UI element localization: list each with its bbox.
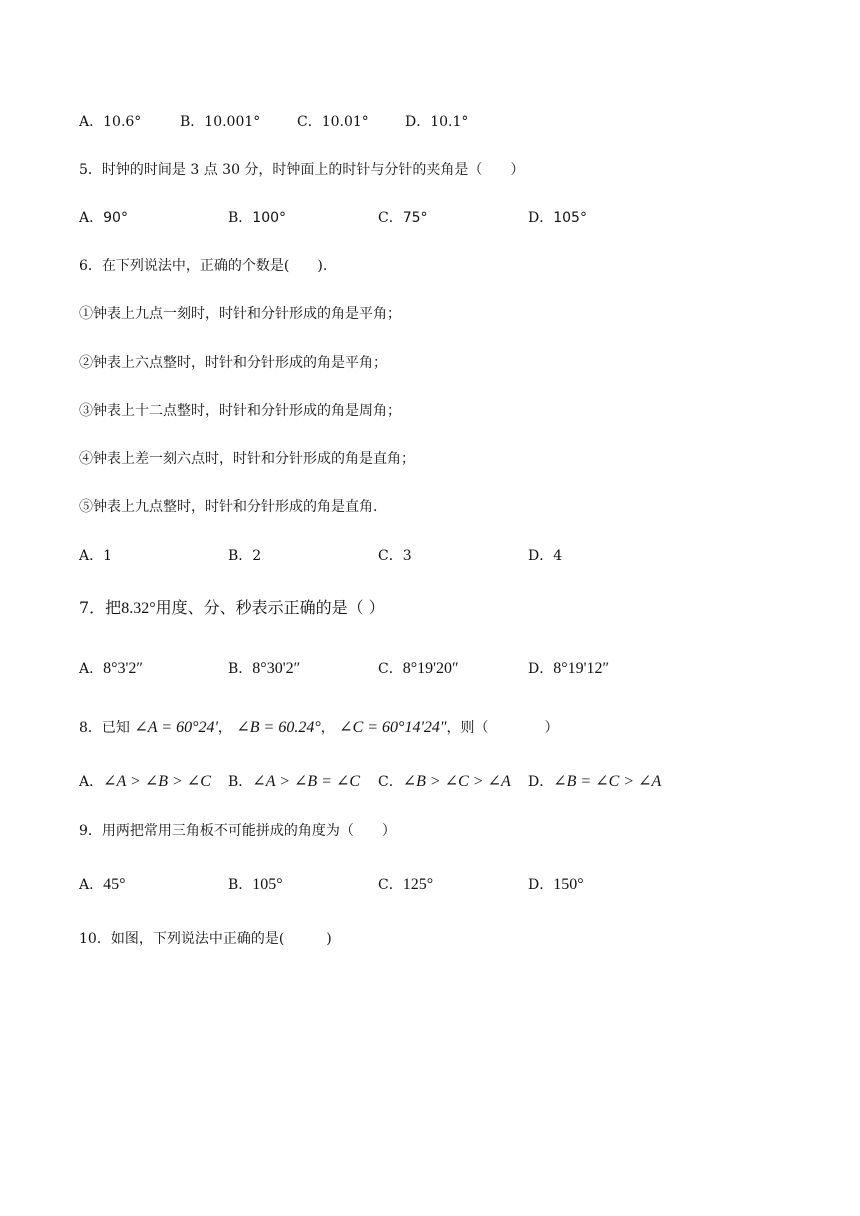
q6-statement-3: ③钟表上十二点整时，时针和分针形成的角是周角； <box>79 403 401 419</box>
q9-option-c[interactable]: C．125° <box>378 876 434 893</box>
q8-stem: 8．已知 ∠A = 60°24'， ∠B = 60.24°， ∠C = 60°14'24″，则（ ） <box>79 719 559 736</box>
q7-option-d[interactable]: D．8°19'12″ <box>528 660 610 677</box>
q8-option-a[interactable]: A．∠A > ∠B > ∠C <box>79 773 211 790</box>
q4-option-c[interactable]: C．10.01° <box>297 114 369 130</box>
q5-option-d[interactable]: D．105° <box>528 210 587 226</box>
q9-option-a[interactable]: A．45° <box>79 876 126 893</box>
q6-statement-5: ⑤钟表上九点整时，时针和分针形成的角是直角. <box>79 499 378 515</box>
q7-math-value: 8.32° <box>121 600 156 617</box>
q5-option-b[interactable]: B．100° <box>228 210 287 226</box>
q5-option-c[interactable]: C．75° <box>378 210 428 226</box>
q7-option-a[interactable]: A．8°3'2″ <box>79 660 144 677</box>
q6-option-d[interactable]: D．4 <box>528 548 563 564</box>
q6-statement-1: ①钟表上九点一刻时，时针和分针形成的角是平角； <box>79 306 401 322</box>
q4-option-b[interactable]: B．10.001° <box>180 114 261 130</box>
q4-option-d[interactable]: D．10.1° <box>405 114 469 130</box>
q6-stem: 6．在下列说法中，正确的个数是( ). <box>79 258 328 274</box>
q6-statement-4: ④钟表上差一刻六点时，时针和分针形成的角是直角； <box>79 451 415 467</box>
q8-condition-b: ∠B = 60.24° <box>236 719 321 736</box>
q7-option-b[interactable]: B．8°30'2″ <box>228 660 301 677</box>
q7-option-c[interactable]: C．8°19'20″ <box>378 660 459 677</box>
q6-option-c[interactable]: C．3 <box>378 548 412 564</box>
q6-option-a[interactable]: A．1 <box>79 548 113 564</box>
q8-option-c[interactable]: C．∠B > ∠C > ∠A <box>378 773 511 790</box>
q4-option-a[interactable]: A．10.6° <box>79 114 142 130</box>
q9-option-d[interactable]: D．150° <box>528 876 584 893</box>
q8-condition-c: ∠C = 60°14'24″ <box>339 719 447 736</box>
q10-stem: 10．如图，下列说法中正确的是( ) <box>79 931 332 947</box>
q7-stem: 7．把8.32°用度、分、秒表示正确的是（ ） <box>79 598 385 617</box>
q6-statement-2: ②钟表上六点整时，时针和分针形成的角是平角； <box>79 355 387 371</box>
q5-option-a[interactable]: A．90° <box>79 210 128 226</box>
q8-option-b[interactable]: B．∠A > ∠B = ∠C <box>228 773 361 790</box>
q8-condition-a: ∠A = 60°24' <box>134 719 218 736</box>
q5-stem: 5．时钟的时间是 3 点 30 分，时钟面上的时针与分针的夹角是（ ） <box>79 162 525 178</box>
q6-option-b[interactable]: B．2 <box>228 548 262 564</box>
q9-stem: 9．用两把常用三角板不可能拼成的角度为（ ） <box>79 823 396 839</box>
q8-option-d[interactable]: D．∠B = ∠C > ∠A <box>528 773 662 790</box>
q9-option-b[interactable]: B．105° <box>228 876 283 893</box>
